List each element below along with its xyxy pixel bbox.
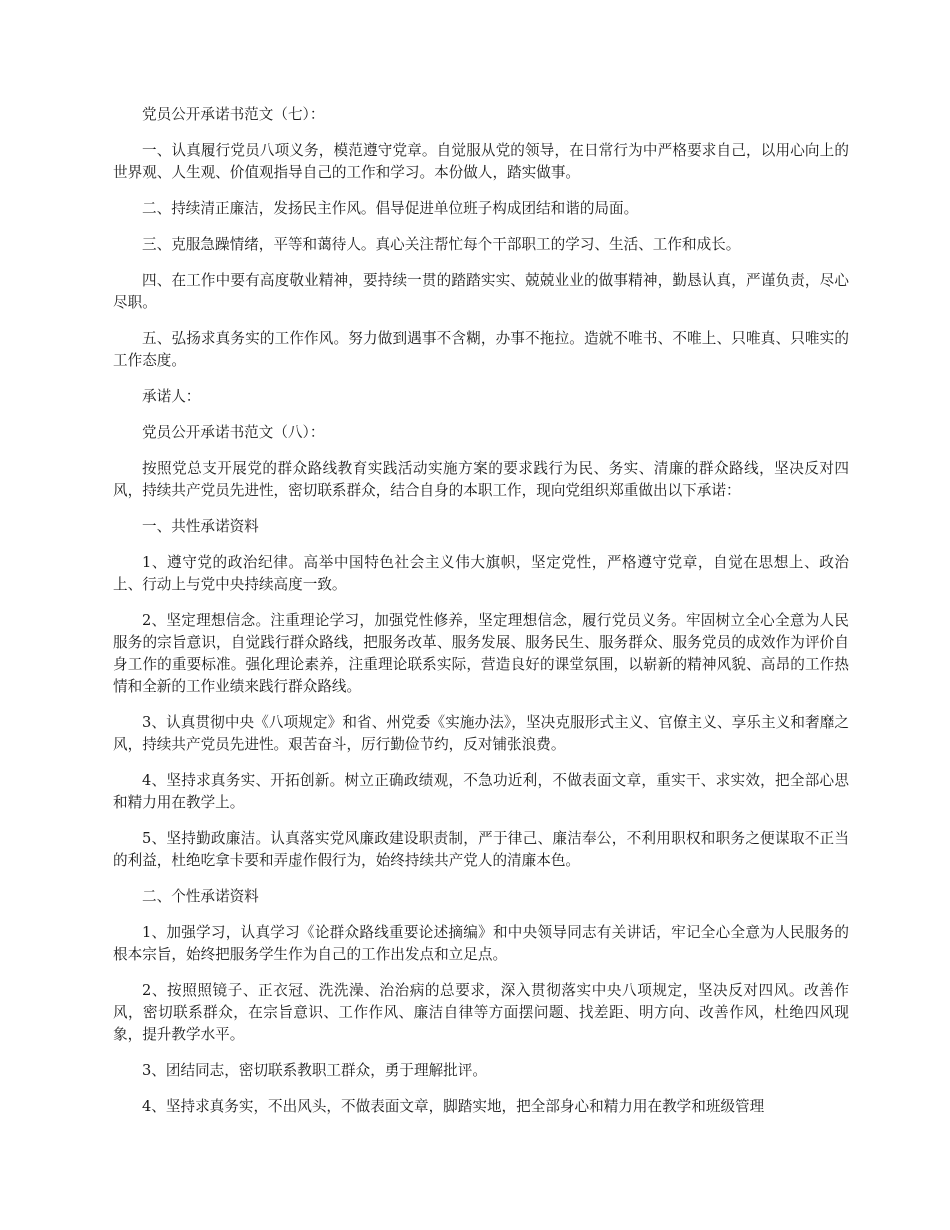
- subsection-heading-personal: 二、个性承诺资料: [142, 888, 259, 905]
- paragraph: 五、弘扬求真务实的工作作风。努力做到遇事不含糊，办事不拖拉。造就不唯书、不唯上、只唯真、只唯实的工作态度。: [113, 330, 849, 369]
- paragraph: 3、团结同志，密切联系教职工群众，勇于理解批评。: [142, 1062, 487, 1079]
- paragraph: 1、遵守党的政治纪律。高举中国特色社会主义伟大旗帜，坚定党性，严格遵守党章，自觉在思想上、政治上、行动上与党中央持续高度一致。: [113, 554, 849, 593]
- paragraph: 4、坚持求真务实、开拓创新。树立正确政绩观，不急功近利，不做表面文章，重实干、求实效，把全部心思和精力用在教学上。: [113, 772, 849, 811]
- paragraph: 按照党总支开展党的群众路线教育实践活动实施方案的要求践行为民、务实、清廉的群众路线，坚决反对四风，持续共产党员先进性，密切联系群众，结合自身的本职工作，现向党组织郑重做出以下承诺：: [113, 460, 849, 499]
- paragraph: 1、加强学习，认真学习《论群众路线重要论述摘编》和中央领导同志有关讲话，牢记全心全意为人民服务的根本宗旨，始终把服务学生作为自己的工作出发点和立足点。: [113, 924, 849, 963]
- paragraph: 2、坚定理想信念。注重理论学习，加强党性修养，坚定理想信念，履行党员义务。牢固树立全心全意为人民服务的宗旨意识，自觉践行群众路线，把服务改革、服务发展、服务民生、服务群众、服务党员的成效作为评价自身工作的重要标准。强化理论素养，注重理论联系实际，营造良好的课堂氛围，以崭新的精神风貌、高昂的工作热情和全新的工作业绩来践行群众路线。: [113, 612, 849, 695]
- subsection-heading-common: 一、共性承诺资料: [142, 518, 259, 535]
- paragraph: 二、持续清正廉洁，发扬民主作风。倡导促进单位班子构成团结和谐的局面。: [142, 200, 639, 217]
- document-page: [113, 104, 849, 1132]
- paragraph: 5、坚持勤政廉洁。认真落实党风廉政建设职责制，严于律己、廉洁奉公，不利用职权和职务之便谋取不正当的利益，杜绝吃拿卡要和弄虚作假行为，始终持续共产党人的清廉本色。: [113, 830, 849, 869]
- paragraph: 2、按照照镜子、正衣冠、洗洗澡、治治病的总要求，深入贯彻落实中央八项规定，坚决反对四风。改善作风，密切联系群众，在宗旨意识、工作作风、廉洁自律等方面摆问题、找差距、明方向、改善作风，杜绝四风现象，提升教学水平。: [113, 982, 849, 1043]
- paragraph: 四、在工作中要有高度敬业精神，要持续一贯的踏踏实实、兢兢业业的做事精神，勤恳认真，严谨负责，尽心尽职。: [113, 272, 849, 311]
- paragraph: 3、认真贯彻中央《八项规定》和省、州党委《实施办法》，坚决克服形式主义、官僚主义、享乐主义和奢靡之风，持续共产党员先进性。艰苦奋斗，厉行勤俭节约，反对铺张浪费。: [113, 714, 849, 753]
- paragraph: 三、克服急躁情绪，平等和蔼待人。真心关注帮忙每个干部职工的学习、生活、工作和成长。: [142, 236, 741, 253]
- paragraph: 4、坚持求真务实，不出风头，不做表面文章，脚踏实地，把全部身心和精力用在教学和班级管理: [142, 1098, 765, 1115]
- paragraph: 一、认真履行党员八项义务，模范遵守党章。自觉服从党的领导，在日常行为中严格要求自己，以用心向上的世界观、人生观、价值观指导自己的工作和学习。本份做人，踏实做事。: [113, 142, 849, 181]
- section-heading-7: 党员公开承诺书范文（七）：: [142, 106, 325, 123]
- signatory-label: 承诺人：: [142, 388, 201, 405]
- section-heading-8: 党员公开承诺书范文（八）：: [142, 424, 325, 441]
